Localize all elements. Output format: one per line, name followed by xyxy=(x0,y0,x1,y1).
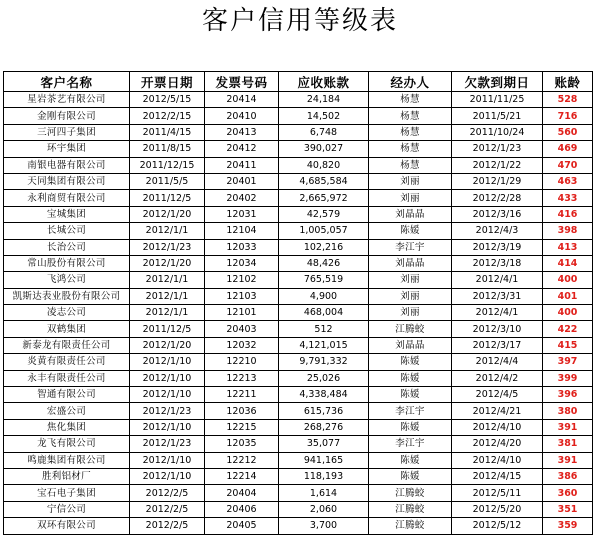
cell-aging[interactable]: 716 xyxy=(543,108,593,124)
table-row xyxy=(4,305,593,321)
cell-aging[interactable]: 469 xyxy=(543,141,593,157)
table-row xyxy=(4,124,593,140)
table-row xyxy=(4,354,593,370)
cell-invoice-no[interactable]: 12211 xyxy=(205,387,279,403)
cell-due-date[interactable]: 2011/11/25 xyxy=(452,92,543,108)
table-row xyxy=(4,501,593,517)
cell-invoice-date[interactable]: 2012/1/1 xyxy=(130,223,205,239)
table-row xyxy=(4,403,593,419)
cell-invoice-date[interactable]: 2012/1/10 xyxy=(130,387,205,403)
cell-due-date[interactable]: 2012/3/18 xyxy=(452,255,543,271)
cell-invoice-no[interactable]: 12214 xyxy=(205,468,279,484)
cell-customer[interactable]: 凯斯达表业股份有限公司 xyxy=(4,288,130,304)
cell-invoice-no[interactable]: 12215 xyxy=(205,419,279,435)
table-row xyxy=(4,157,593,173)
cell-due-date[interactable]: 2011/10/24 xyxy=(452,124,543,140)
cell-handler[interactable]: 刘晶晶 xyxy=(369,337,452,353)
cell-customer[interactable]: 新泰龙有限责任公司 xyxy=(4,337,130,353)
cell-invoice-no[interactable]: 20413 xyxy=(205,124,279,140)
column-header-handler[interactable]: 经办人 xyxy=(369,72,452,92)
cell-invoice-date[interactable]: 2012/2/5 xyxy=(130,518,205,534)
cell-handler[interactable]: 陈媛 xyxy=(369,419,452,435)
cell-invoice-no[interactable]: 12213 xyxy=(205,370,279,386)
cell-invoice-no[interactable]: 12031 xyxy=(205,206,279,222)
cell-customer[interactable]: 双环有限公司 xyxy=(4,518,130,534)
cell-due-date[interactable]: 2012/1/23 xyxy=(452,141,543,157)
cell-invoice-no[interactable]: 20402 xyxy=(205,190,279,206)
table-row xyxy=(4,321,593,337)
cell-invoice-date[interactable]: 2011/5/5 xyxy=(130,173,205,189)
cell-aging[interactable]: 400 xyxy=(543,272,593,288)
cell-invoice-date[interactable]: 2011/12/5 xyxy=(130,321,205,337)
table-row xyxy=(4,436,593,452)
cell-invoice-date[interactable]: 2011/12/15 xyxy=(130,157,205,173)
cell-invoice-date[interactable]: 2012/1/10 xyxy=(130,468,205,484)
column-header-receivable[interactable]: 应收账款 xyxy=(279,72,369,92)
cell-handler[interactable]: 陈媛 xyxy=(369,370,452,386)
cell-handler[interactable]: 陈媛 xyxy=(369,223,452,239)
cell-invoice-no[interactable]: 12101 xyxy=(205,305,279,321)
cell-customer[interactable]: 焦化集团 xyxy=(4,419,130,435)
table-row xyxy=(4,92,593,108)
cell-aging[interactable]: 470 xyxy=(543,157,593,173)
cell-handler[interactable]: 杨慧 xyxy=(369,141,452,157)
cell-receivable[interactable]: 941,165 xyxy=(279,452,369,468)
cell-handler[interactable]: 刘丽 xyxy=(369,272,452,288)
table-row xyxy=(4,239,593,255)
cell-customer[interactable]: 鸣鹿集团有限公司 xyxy=(4,452,130,468)
cell-customer[interactable]: 胜利铝材厂 xyxy=(4,468,130,484)
cell-receivable[interactable]: 118,193 xyxy=(279,468,369,484)
cell-handler[interactable]: 李江宇 xyxy=(369,403,452,419)
table-row xyxy=(4,387,593,403)
cell-due-date[interactable]: 2012/4/21 xyxy=(452,403,543,419)
cell-due-date[interactable]: 2012/4/10 xyxy=(452,419,543,435)
cell-aging[interactable]: 399 xyxy=(543,370,593,386)
cell-handler[interactable]: 杨慧 xyxy=(369,124,452,140)
cell-handler[interactable]: 陈媛 xyxy=(369,387,452,403)
cell-invoice-date[interactable]: 2012/1/10 xyxy=(130,354,205,370)
table-row xyxy=(4,141,593,157)
cell-customer[interactable]: 智通有限公司 xyxy=(4,387,130,403)
cell-due-date[interactable]: 2012/4/5 xyxy=(452,387,543,403)
cell-due-date[interactable]: 2012/2/28 xyxy=(452,190,543,206)
cell-customer[interactable]: 南银电器有限公司 xyxy=(4,157,130,173)
cell-customer[interactable]: 炎黄有限责任公司 xyxy=(4,354,130,370)
cell-aging[interactable]: 433 xyxy=(543,190,593,206)
cell-handler[interactable]: 李江宇 xyxy=(369,239,452,255)
table-row xyxy=(4,452,593,468)
column-header-aging[interactable]: 账龄 xyxy=(543,72,593,92)
cell-invoice-no[interactable]: 20411 xyxy=(205,157,279,173)
cell-invoice-date[interactable]: 2012/1/20 xyxy=(130,255,205,271)
cell-aging[interactable]: 528 xyxy=(543,92,593,108)
table-row xyxy=(4,173,593,189)
cell-invoice-date[interactable]: 2012/2/5 xyxy=(130,501,205,517)
cell-customer[interactable]: 龙飞有限公司 xyxy=(4,436,130,452)
cell-receivable[interactable]: 765,519 xyxy=(279,272,369,288)
cell-handler[interactable]: 刘丽 xyxy=(369,305,452,321)
header-row xyxy=(4,72,593,92)
cell-customer[interactable]: 永丰有限责任公司 xyxy=(4,370,130,386)
column-header-invoice-no[interactable]: 发票号码 xyxy=(205,72,279,92)
cell-invoice-no[interactable]: 12103 xyxy=(205,288,279,304)
cell-aging[interactable]: 415 xyxy=(543,337,593,353)
cell-invoice-date[interactable]: 2012/1/20 xyxy=(130,206,205,222)
table-row xyxy=(4,419,593,435)
cell-customer[interactable]: 凌志公司 xyxy=(4,305,130,321)
cell-aging[interactable]: 422 xyxy=(543,321,593,337)
cell-invoice-date[interactable]: 2012/1/10 xyxy=(130,370,205,386)
cell-invoice-no[interactable]: 12102 xyxy=(205,272,279,288)
cell-aging[interactable]: 397 xyxy=(543,354,593,370)
table-row xyxy=(4,288,593,304)
cell-aging[interactable]: 351 xyxy=(543,501,593,517)
cell-aging[interactable]: 414 xyxy=(543,255,593,271)
cell-handler[interactable]: 刘晶晶 xyxy=(369,206,452,222)
cell-invoice-date[interactable]: 2012/2/5 xyxy=(130,485,205,501)
cell-due-date[interactable]: 2012/4/1 xyxy=(452,272,543,288)
cell-handler[interactable]: 杨慧 xyxy=(369,157,452,173)
column-header-customer[interactable]: 客户名称 xyxy=(4,72,130,92)
cell-invoice-date[interactable]: 2012/1/23 xyxy=(130,403,205,419)
cell-customer[interactable]: 永利商贸有限公司 xyxy=(4,190,130,206)
cell-invoice-no[interactable]: 20406 xyxy=(205,501,279,517)
cell-due-date[interactable]: 2012/3/17 xyxy=(452,337,543,353)
cell-receivable[interactable]: 24,184 xyxy=(279,92,369,108)
table-row xyxy=(4,190,593,206)
cell-invoice-date[interactable]: 2012/2/15 xyxy=(130,108,205,124)
cell-handler[interactable]: 江腾蛟 xyxy=(369,321,452,337)
cell-due-date[interactable]: 2012/4/4 xyxy=(452,354,543,370)
cell-aging[interactable]: 391 xyxy=(543,419,593,435)
cell-invoice-no[interactable]: 12212 xyxy=(205,452,279,468)
cell-invoice-date[interactable]: 2012/1/10 xyxy=(130,452,205,468)
cell-invoice-no[interactable]: 20401 xyxy=(205,173,279,189)
cell-handler[interactable]: 杨慧 xyxy=(369,108,452,124)
cell-invoice-date[interactable]: 2011/8/15 xyxy=(130,141,205,157)
cell-due-date[interactable]: 2012/4/3 xyxy=(452,223,543,239)
cell-handler[interactable]: 刘丽 xyxy=(369,173,452,189)
cell-due-date[interactable]: 2012/5/12 xyxy=(452,518,543,534)
cell-receivable[interactable]: 2,060 xyxy=(279,501,369,517)
table-row xyxy=(4,518,593,534)
cell-due-date[interactable]: 2011/5/21 xyxy=(452,108,543,124)
cell-invoice-date[interactable]: 2012/1/23 xyxy=(130,239,205,255)
cell-receivable[interactable]: 512 xyxy=(279,321,369,337)
cell-aging[interactable]: 396 xyxy=(543,387,593,403)
cell-customer[interactable]: 长城公司 xyxy=(4,223,130,239)
table-row xyxy=(4,272,593,288)
table-body xyxy=(4,92,593,535)
cell-invoice-date[interactable]: 2012/1/20 xyxy=(130,337,205,353)
cell-customer[interactable]: 长治公司 xyxy=(4,239,130,255)
cell-customer[interactable]: 宏盛公司 xyxy=(4,403,130,419)
cell-receivable[interactable]: 615,736 xyxy=(279,403,369,419)
cell-aging[interactable]: 360 xyxy=(543,485,593,501)
cell-due-date[interactable]: 2012/5/11 xyxy=(452,485,543,501)
cell-invoice-no[interactable]: 12033 xyxy=(205,239,279,255)
cell-receivable[interactable]: 25,026 xyxy=(279,370,369,386)
cell-aging[interactable]: 391 xyxy=(543,452,593,468)
cell-handler[interactable]: 刘晶晶 xyxy=(369,255,452,271)
cell-receivable[interactable]: 4,900 xyxy=(279,288,369,304)
cell-receivable[interactable]: 102,216 xyxy=(279,239,369,255)
cell-due-date[interactable]: 2012/1/22 xyxy=(452,157,543,173)
cell-invoice-no[interactable]: 12032 xyxy=(205,337,279,353)
cell-handler[interactable]: 杨慧 xyxy=(369,92,452,108)
cell-handler[interactable]: 刘丽 xyxy=(369,288,452,304)
cell-invoice-no[interactable]: 20404 xyxy=(205,485,279,501)
cell-customer[interactable]: 宁信公司 xyxy=(4,501,130,517)
cell-receivable[interactable]: 2,665,972 xyxy=(279,190,369,206)
cell-invoice-no[interactable]: 12210 xyxy=(205,354,279,370)
cell-handler[interactable]: 陈媛 xyxy=(369,452,452,468)
cell-handler[interactable]: 江腾蛟 xyxy=(369,485,452,501)
cell-receivable[interactable]: 4,121,015 xyxy=(279,337,369,353)
cell-receivable[interactable]: 48,426 xyxy=(279,255,369,271)
cell-due-date[interactable]: 2012/3/31 xyxy=(452,288,543,304)
cell-due-date[interactable]: 2012/4/2 xyxy=(452,370,543,386)
cell-receivable[interactable]: 40,820 xyxy=(279,157,369,173)
cell-invoice-no[interactable]: 12036 xyxy=(205,403,279,419)
cell-invoice-date[interactable]: 2012/1/1 xyxy=(130,288,205,304)
cell-due-date[interactable]: 2012/4/10 xyxy=(452,452,543,468)
cell-receivable[interactable]: 4,685,584 xyxy=(279,173,369,189)
cell-aging[interactable]: 380 xyxy=(543,403,593,419)
cell-due-date[interactable]: 2012/3/19 xyxy=(452,239,543,255)
cell-aging[interactable]: 413 xyxy=(543,239,593,255)
credit-rating-table xyxy=(3,71,593,535)
table-row xyxy=(4,108,593,124)
cell-receivable[interactable]: 268,276 xyxy=(279,419,369,435)
cell-invoice-no[interactable]: 20412 xyxy=(205,141,279,157)
cell-invoice-date[interactable]: 2011/12/5 xyxy=(130,190,205,206)
cell-customer[interactable]: 环宇集团 xyxy=(4,141,130,157)
cell-due-date[interactable]: 2012/3/16 xyxy=(452,206,543,222)
cell-receivable[interactable]: 35,077 xyxy=(279,436,369,452)
cell-invoice-date[interactable]: 2012/5/15 xyxy=(130,92,205,108)
cell-receivable[interactable]: 1,614 xyxy=(279,485,369,501)
cell-invoice-no[interactable]: 20414 xyxy=(205,92,279,108)
cell-aging[interactable]: 398 xyxy=(543,223,593,239)
cell-receivable[interactable]: 3,700 xyxy=(279,518,369,534)
cell-handler[interactable]: 江腾蛟 xyxy=(369,518,452,534)
cell-invoice-no[interactable]: 12034 xyxy=(205,255,279,271)
cell-aging[interactable]: 416 xyxy=(543,206,593,222)
cell-handler[interactable]: 陈媛 xyxy=(369,468,452,484)
table-row xyxy=(4,255,593,271)
cell-due-date[interactable]: 2012/4/20 xyxy=(452,436,543,452)
cell-due-date[interactable]: 2012/1/29 xyxy=(452,173,543,189)
cell-receivable[interactable]: 390,027 xyxy=(279,141,369,157)
cell-handler[interactable]: 陈媛 xyxy=(369,354,452,370)
cell-invoice-no[interactable]: 12035 xyxy=(205,436,279,452)
column-header-invoice-date[interactable]: 开票日期 xyxy=(130,72,205,92)
cell-handler[interactable]: 李江宇 xyxy=(369,436,452,452)
cell-aging[interactable]: 400 xyxy=(543,305,593,321)
cell-receivable[interactable]: 4,338,484 xyxy=(279,387,369,403)
cell-handler[interactable]: 刘丽 xyxy=(369,190,452,206)
page-title: 客户信用等级表 xyxy=(201,6,398,36)
cell-customer[interactable]: 星岩茶艺有限公司 xyxy=(4,92,130,108)
cell-due-date[interactable]: 2012/4/1 xyxy=(452,305,543,321)
cell-receivable[interactable]: 6,748 xyxy=(279,124,369,140)
cell-aging[interactable]: 359 xyxy=(543,518,593,534)
cell-aging[interactable]: 560 xyxy=(543,124,593,140)
table-row xyxy=(4,337,593,353)
cell-invoice-no[interactable]: 12104 xyxy=(205,223,279,239)
cell-invoice-date[interactable]: 2011/4/15 xyxy=(130,124,205,140)
cell-customer[interactable]: 双鹤集团 xyxy=(4,321,130,337)
cell-due-date[interactable]: 2012/4/15 xyxy=(452,468,543,484)
cell-invoice-date[interactable]: 2012/1/10 xyxy=(130,419,205,435)
cell-receivable[interactable]: 14,502 xyxy=(279,108,369,124)
cell-handler[interactable]: 江腾蛟 xyxy=(369,501,452,517)
cell-customer[interactable]: 宝石电子集团 xyxy=(4,485,130,501)
cell-aging[interactable]: 386 xyxy=(543,468,593,484)
cell-due-date[interactable]: 2012/5/20 xyxy=(452,501,543,517)
table-row xyxy=(4,206,593,222)
table-row xyxy=(4,468,593,484)
cell-customer[interactable]: 飞鸿公司 xyxy=(4,272,130,288)
cell-receivable[interactable]: 42,579 xyxy=(279,206,369,222)
column-header-due-date[interactable]: 欠款到期日 xyxy=(452,72,543,92)
cell-invoice-no[interactable]: 20410 xyxy=(205,108,279,124)
table-row xyxy=(4,223,593,239)
cell-invoice-date[interactable]: 2012/1/23 xyxy=(130,436,205,452)
cell-invoice-no[interactable]: 20405 xyxy=(205,518,279,534)
table-row xyxy=(4,370,593,386)
cell-customer[interactable]: 金刚有限公司 xyxy=(4,108,130,124)
cell-customer[interactable]: 常山股份有限公司 xyxy=(4,255,130,271)
cell-receivable[interactable]: 468,004 xyxy=(279,305,369,321)
cell-aging[interactable]: 463 xyxy=(543,173,593,189)
cell-invoice-date[interactable]: 2012/1/1 xyxy=(130,305,205,321)
cell-due-date[interactable]: 2012/3/10 xyxy=(452,321,543,337)
cell-aging[interactable]: 401 xyxy=(543,288,593,304)
cell-aging[interactable]: 381 xyxy=(543,436,593,452)
table-row xyxy=(4,485,593,501)
cell-invoice-no[interactable]: 20403 xyxy=(205,321,279,337)
cell-customer[interactable]: 三河四子集团 xyxy=(4,124,130,140)
cell-invoice-date[interactable]: 2012/1/1 xyxy=(130,272,205,288)
cell-customer[interactable]: 宝城集团 xyxy=(4,206,130,222)
cell-customer[interactable]: 天同集团有限公司 xyxy=(4,173,130,189)
cell-receivable[interactable]: 9,791,332 xyxy=(279,354,369,370)
cell-receivable[interactable]: 1,005,057 xyxy=(279,223,369,239)
